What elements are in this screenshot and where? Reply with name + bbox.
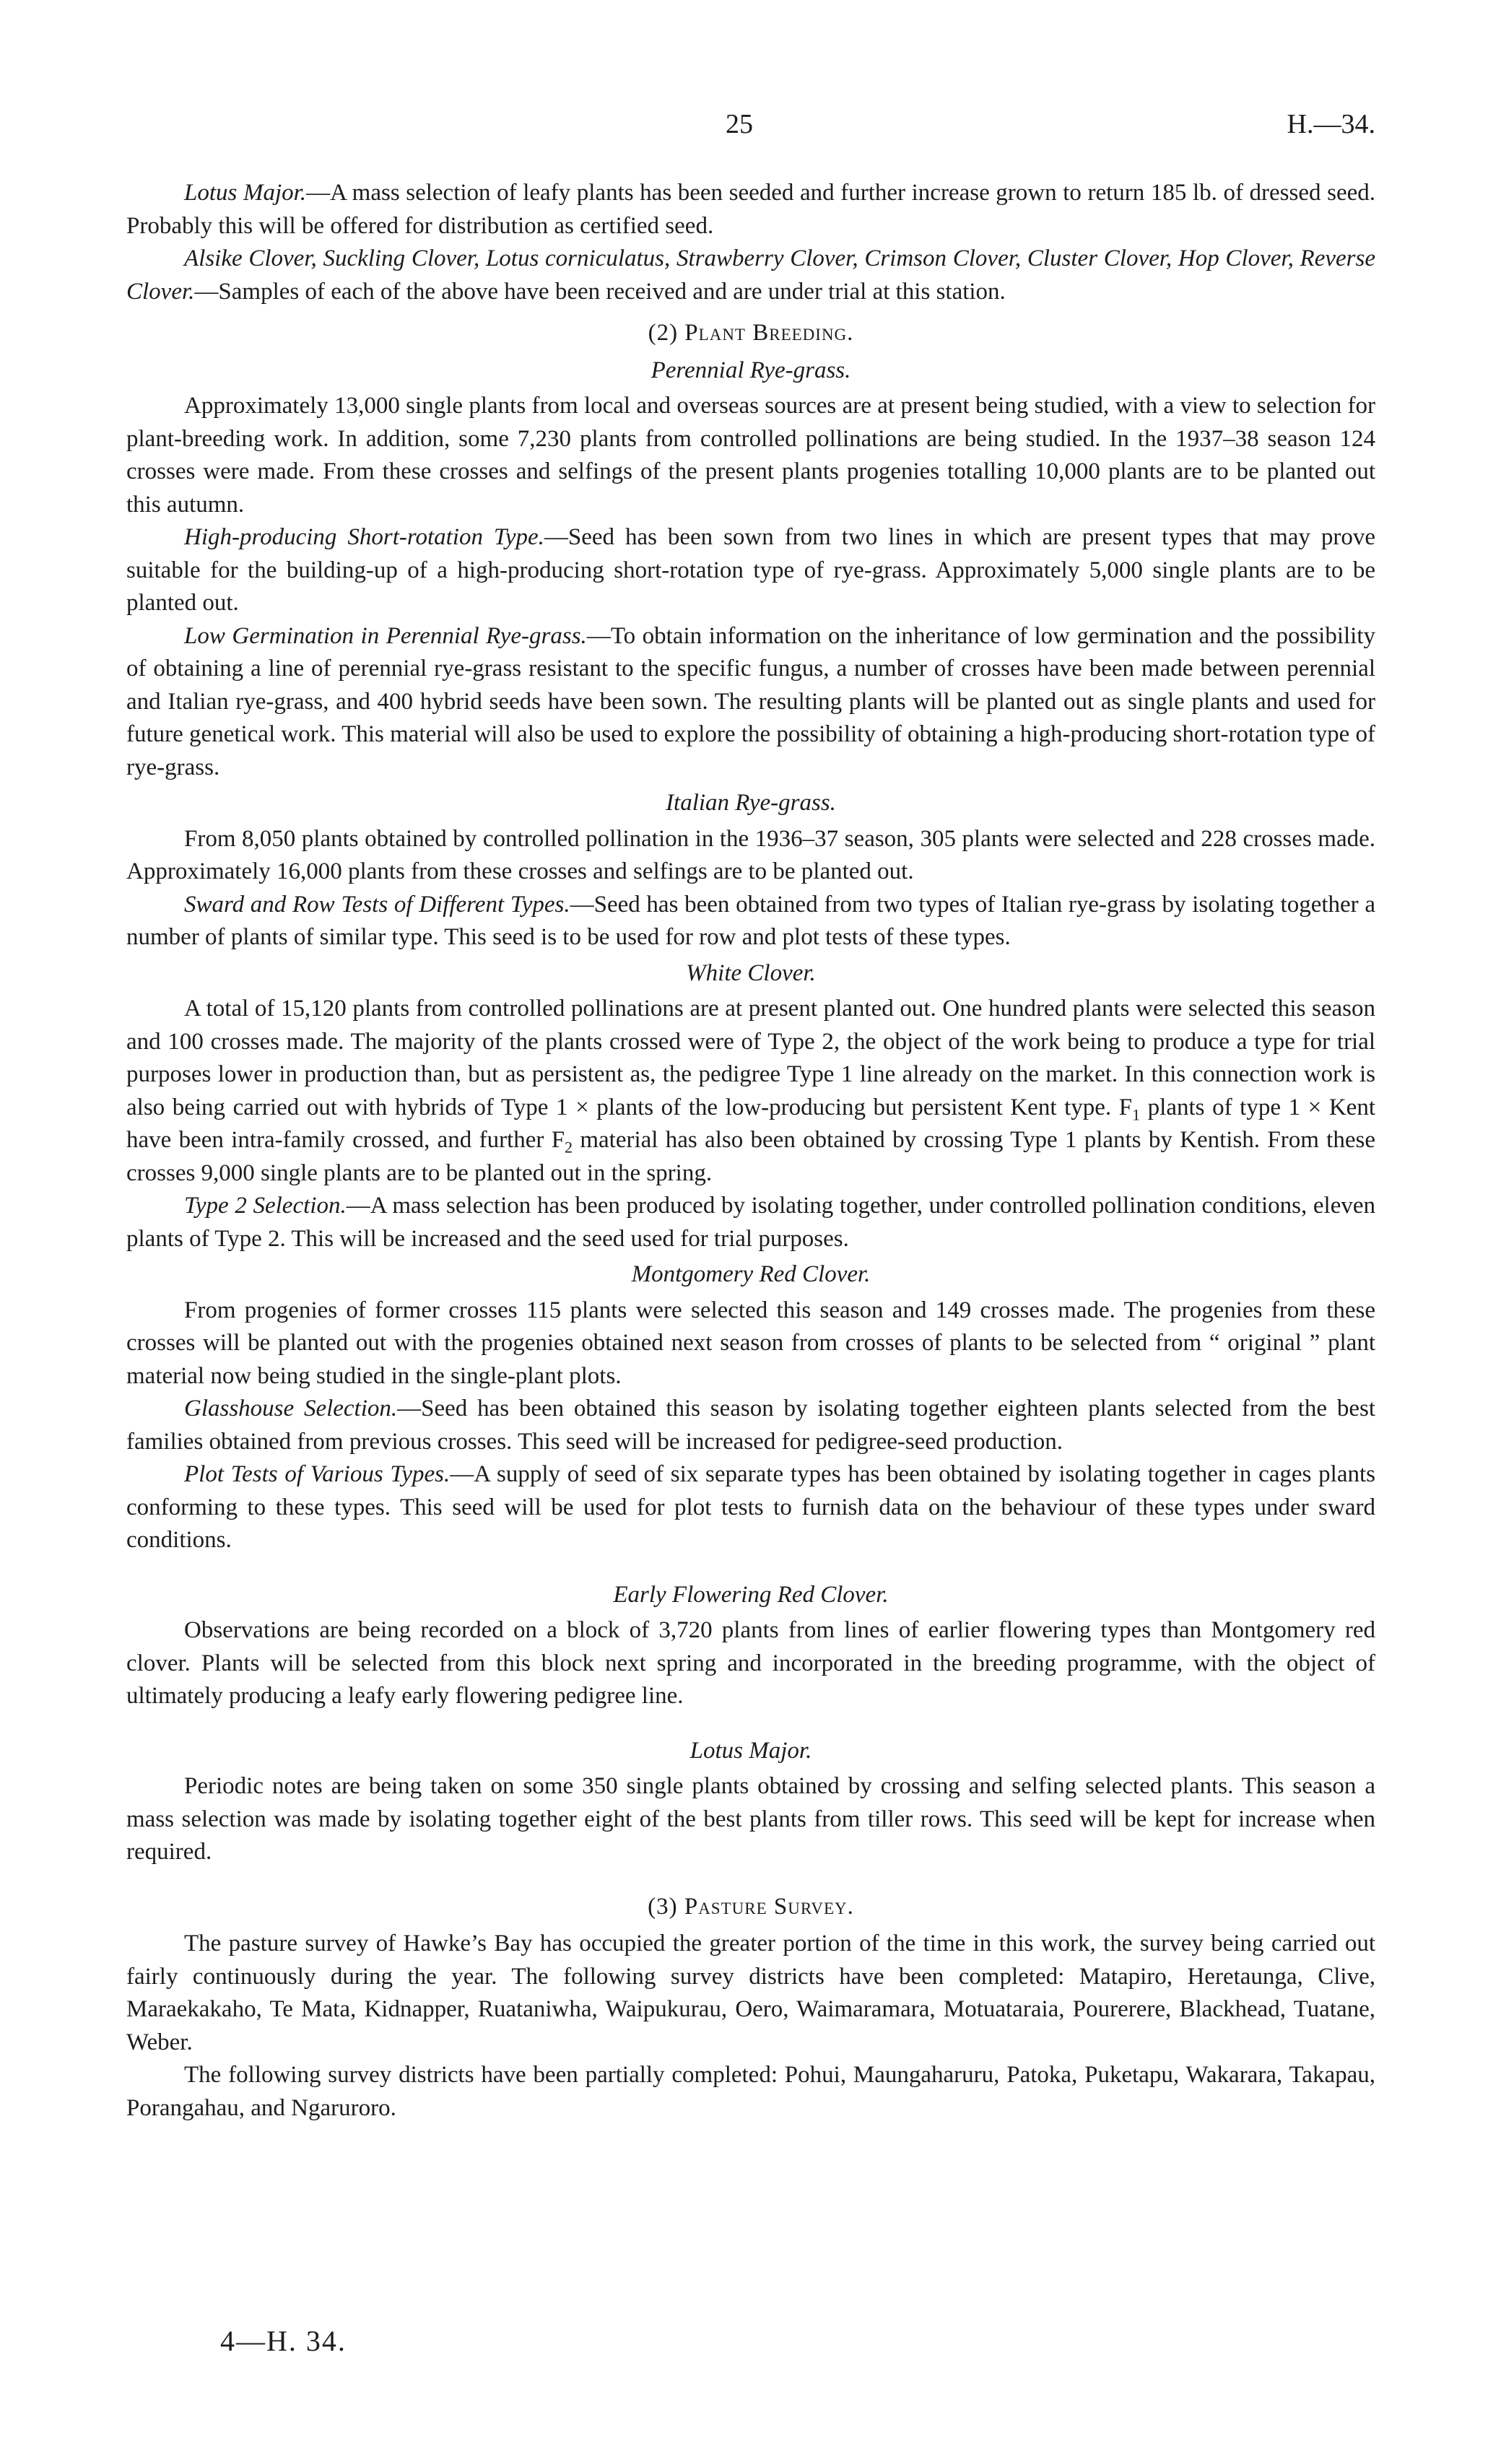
subscript: 2: [565, 1138, 573, 1157]
section-heading-plant-breeding: (2) Plant Breeding.: [648, 320, 854, 346]
paragraph-text: —A supply of seed of six separate types has been obtained by isolating together in cages plants conforming to these types. This seed will be used for plot tests to furnish data on the behaviour of these types under sward conditions.: [126, 1461, 1375, 1553]
paragraph: [126, 620, 1375, 785]
subscript: 1: [1132, 1105, 1141, 1124]
paragraph: The pasture survey of Hawke’s Bay has occupied the greater portion of the time in this work, the survey being carried out fairly continuously during the year. The following survey districts have been completed: Matapiro, Heretaunga, Clive, Maraekakaho, Te Mata, Kidnapper, Ruataniwha, Waipukurau, Oero, Waimaramara, Motuataraia, Pourerere, Blackhead, Tuatane, Weber.: [126, 1930, 1375, 2055]
page-header: [126, 108, 1375, 144]
paragraph-text: —Seed has been obtained from two types of Italian rye-grass by isolating together a number of plants of similar type. This seed is to be used for row and plot tests of these types.: [126, 891, 1375, 950]
paragraph: [126, 521, 1375, 620]
paragraph-lead: Type 2 Selection.: [184, 1193, 347, 1219]
section-heading-pasture-survey: (3) Pasture Survey.: [648, 1893, 854, 1920]
paragraph-text: —A mass selection has been produced by isolating together, under controlled pollination conditions, eleven plants of Type 2. This will be increased and the seed used for trial purposes.: [126, 1193, 1375, 1252]
paragraph: Approximately 13,000 single plants from local and overseas sources are at present being studied, with a view to selection for plant-breeding work. In addition, some 7,230 plants from controlled pollinations are being studied. In the 1937–38 season 124 crosses were made. From these crosses and selfings of the present plants progenies totalling 10,000 plants are to be planted out this autumn.: [126, 393, 1375, 518]
paragraph: [126, 889, 1375, 954]
paragraph: [126, 1190, 1375, 1255]
subheading-white-clover: White Clover.: [686, 959, 816, 986]
page-number: 25: [726, 109, 753, 139]
paragraph: [126, 993, 1375, 1190]
paragraph-lead: High-producing Short-rotation Type.: [184, 524, 544, 550]
paragraph: Observations are being recorded on a block of 3,720 plants from lines of earlier flowering types than Montgomery red clover. Plants will be selected from this block next spring and incorporated in the breeding programme, with the object of ultimately producing a leafy early flowering pedigree line.: [126, 1617, 1375, 1709]
paragraph-text: plants of type 1 × Kent have been intra-family crossed, and further F: [126, 1094, 1375, 1153]
paragraph: Periodic notes are being taken on some 350 single plants obtained by crossing and selfing selected plants. This season a mass selection was made by isolating together eight of the best plants from tiller rows. This seed will be kept for increase when required.: [126, 1773, 1375, 1865]
subheading-italian-rye-grass: Italian Rye-grass.: [666, 790, 836, 816]
paragraph-clover-samples: [126, 243, 1375, 308]
paragraph-text: —Seed has been sown from two lines in which are present types that may prove suitable for the building-up of a high-producing short-rotation type of rye-grass. Approximately 5,000 single plants are to be planted out.: [126, 524, 1375, 616]
paragraph-text: —Seed has been obtained this season by isolating together eighteen plants selected from the best families obtained from previous crosses. This seed will be increased for pedigree-seed production.: [126, 1396, 1375, 1455]
document-reference: H.—34.: [1287, 109, 1375, 139]
paragraph: The following survey districts have been partially completed: Pohui, Maungaharuru, Patoka, Puketapu, Wakarara, Takapau, Porangahau, and Ngaruroro.: [126, 2062, 1375, 2121]
paragraph-lead: Low Germination in Perennial Rye-grass.: [184, 622, 587, 649]
paragraph-text: material has also been obtained by crossing Type 1 plants by Kentish. From these crosses 9,000 single plants are to be planted out in the spring.: [126, 1127, 1375, 1186]
paragraph-lead: Alsike Clover, Suckling Clover, Lotus corniculatus, Strawberry Clover, Crimson Clover, Cluster Clover, Hop Clover, Reverse Clover.: [126, 245, 1375, 305]
subheading-lotus-major: Lotus Major.: [689, 1737, 812, 1764]
paragraph-text: —Samples of each of the above have been received and are under trial at this station.: [194, 278, 1006, 305]
subheading-montgomery-red-clover: Montgomery Red Clover.: [631, 1261, 871, 1287]
paragraph: [126, 1393, 1375, 1458]
paragraph: From 8,050 plants obtained by controlled pollination in the 1936–37 season, 305 plants were selected and 228 crosses made. Approximately 16,000 plants from these crosses and selfings are to be planted out.: [126, 825, 1375, 884]
paragraph-text: A total of 15,120 plants from controlled pollinations are at present planted out. One hundred plants were selected this season and 100 crosses made. The majority of the plants crossed were of Type 2, the object of the work being to produce a type for trial purposes lower in production than, but as persistent as, the pedigree Type 1 line already on the market. In this connection work is also being carried out with hybrids of Type 1 × plants of the low-producing but persistent Kent type. F: [126, 996, 1375, 1120]
paragraph-lead: Sward and Row Tests of Different Types.: [184, 891, 570, 918]
paragraph-lotus-major-intro: [126, 177, 1375, 243]
subheading-early-flowering-red-clover: Early Flowering Red Clover.: [613, 1581, 889, 1608]
paragraph: [126, 1458, 1375, 1557]
page-footer-signature: 4—H. 34.: [220, 2325, 347, 2357]
paragraph-text: —A mass selection of leafy plants has been seeded and further increase grown to return 185 lb. of dressed seed. Probably this will be offered for distribution as certified seed.: [126, 180, 1375, 239]
document-body: [126, 177, 1375, 2125]
subheading-perennial-rye-grass: Perennial Rye-grass.: [651, 357, 851, 383]
paragraph-lead: Plot Tests of Various Types.: [184, 1461, 451, 1487]
paragraph-lead: Lotus Major.: [184, 180, 307, 206]
paragraph-text: —To obtain information on the inheritance of low germination and the possibility of obtaining a line of perennial rye-grass resistant to the specific fungus, a number of crosses have been made between perennial and Italian rye-grass, and 400 hybrid seeds have been sown. The resulting plants will be planted out as single plants and used for future genetical work. This material will also be used to explore the possibility of obtaining a high-producing short-rotation type of rye-grass.: [126, 622, 1376, 780]
paragraph: From progenies of former crosses 115 plants were selected this season and 149 crosses made. The progenies from these crosses will be planted out with the progenies obtained next season from crosses of plants to be selected from “ original ” plant material now being studied in the single-plant plots.: [126, 1297, 1375, 1389]
paragraph-lead: Glasshouse Selection.: [184, 1396, 398, 1422]
